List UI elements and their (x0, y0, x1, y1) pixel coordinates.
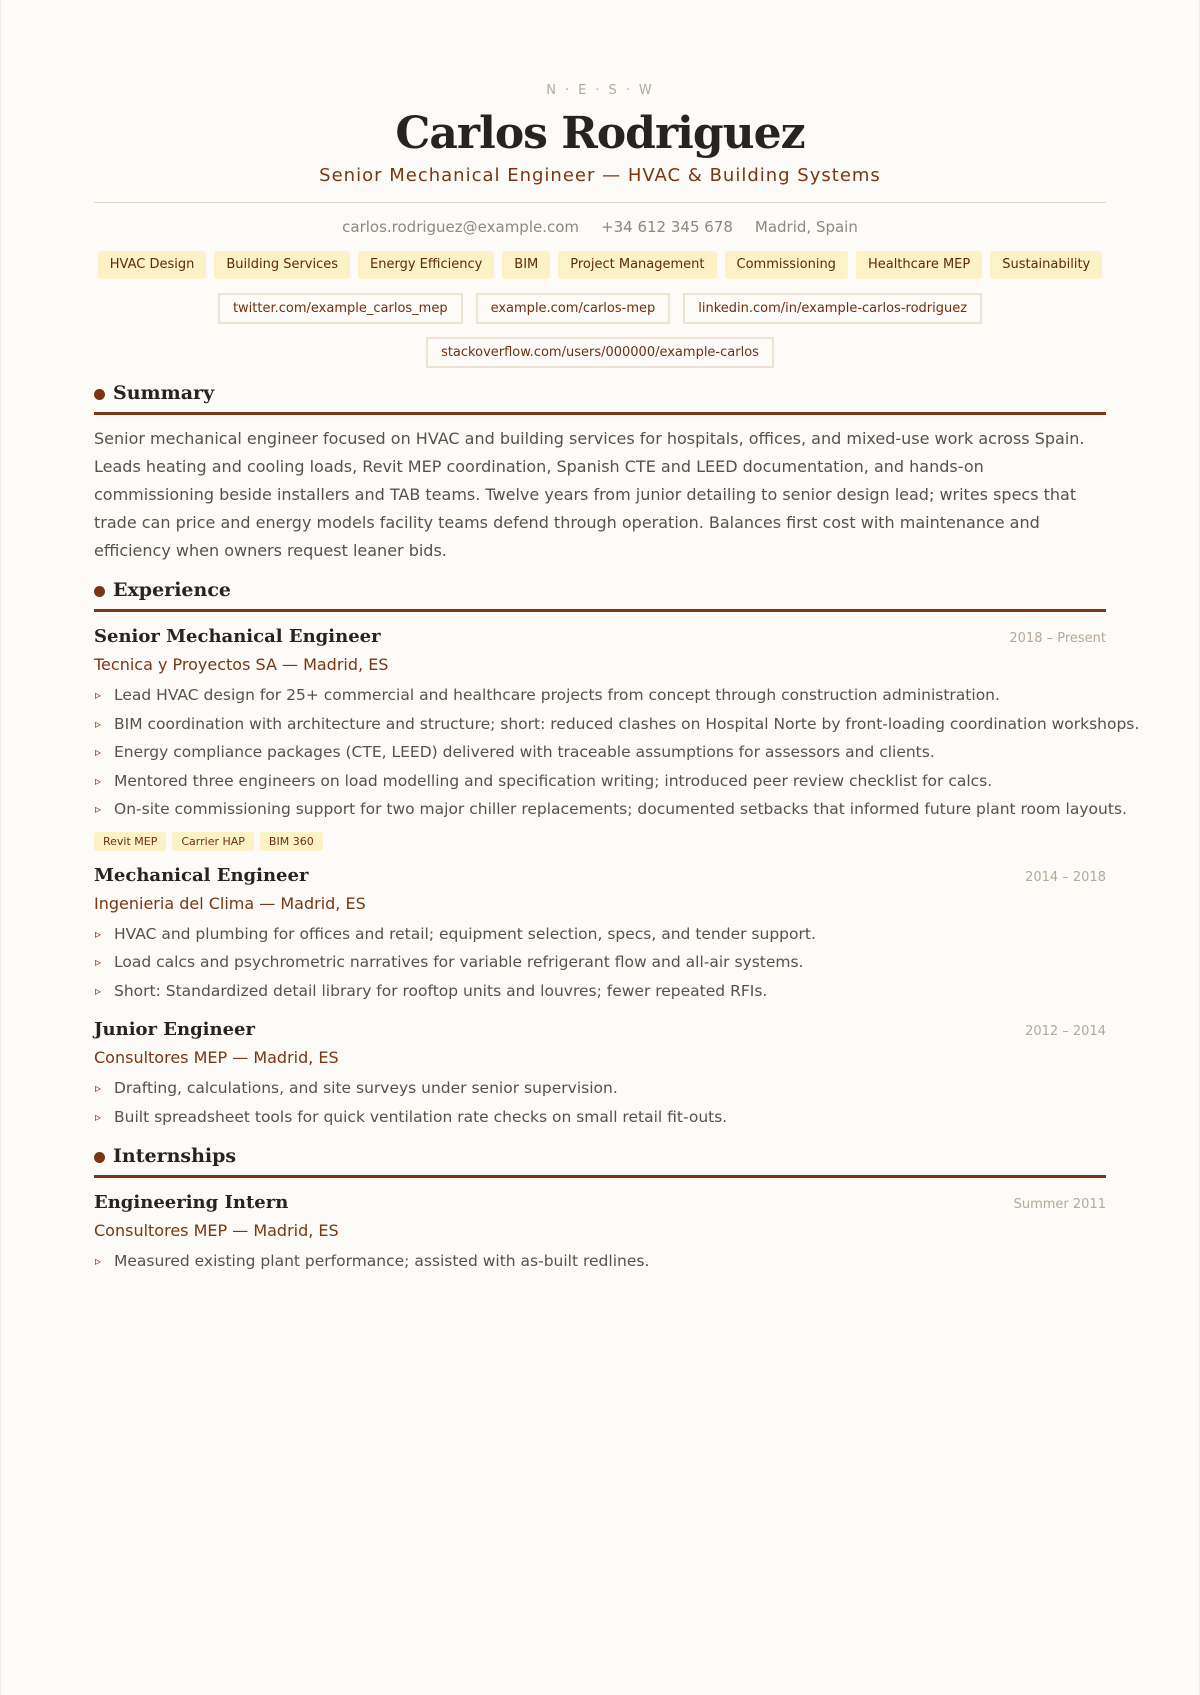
skill-tag: Building Services (214, 251, 350, 279)
contact-location: Madrid, Spain (754, 218, 858, 236)
summary-text: Senior mechanical engineer focused on HVAC and building services for hospitals, offices, and mixed-use work across Spain. Leads heating and cooling loads, Revit MEP coordination, Spanish CTE and LEED documentation, and hands-on commissioning beside installers and TAB teams. Twelve years from junior detailing to senior design lead; writes specs that trade can price and energy models facility teams defend through operation. Balances first cost with maintenance and efficiency when owners request leaner bids. (94, 429, 1085, 560)
website-link[interactable]: example.com/carlos-mep (476, 293, 671, 324)
bullet-dot-icon (94, 1152, 105, 1163)
job-role: Engineering Intern (94, 1192, 289, 1213)
job-date: 2018 – Present (1009, 631, 1106, 646)
job-bullet: ▹ Mentored three engineers on load modelling and specification writing; introduced peer review checklist for calcs. (94, 767, 1106, 796)
linkedin-link[interactable]: linkedin.com/in/example-carlos-rodriguez (683, 293, 982, 324)
job-entry (94, 863, 1106, 1006)
job-bullet: ▹ Short: Standardized detail library for rooftop units and louvres; fewer repeated RFIs. (94, 977, 1106, 1006)
tool-tags (94, 832, 1106, 851)
job-date: Summer 2011 (1013, 1197, 1106, 1212)
section-title: Internships (113, 1145, 237, 1167)
skill-tag: BIM (502, 251, 550, 279)
job-bullet: ▹ Measured existing plant performance; assisted with as-built redlines. (94, 1247, 1106, 1276)
tool-tag: BIM 360 (260, 832, 323, 851)
profile-links (94, 293, 1106, 368)
tool-tag: Revit MEP (94, 832, 166, 851)
skill-tags (94, 251, 1106, 279)
job-org: Consultores MEP — Madrid, ES (94, 1048, 339, 1067)
job-bullet: ▹ Lead HVAC design for 25+ commercial and healthcare projects from concept through construction administration. (94, 681, 1106, 710)
header-divider (94, 202, 1106, 203)
job-bullet: ▹ HVAC and plumbing for offices and retail; equipment selection, specs, and tender support. (94, 920, 1106, 949)
skill-tag: Healthcare MEP (856, 251, 982, 279)
bullet-dot-icon (94, 586, 105, 597)
job-bullet: ▹ Built spreadsheet tools for quick ventilation rate checks on small retail fit-outs. (94, 1103, 1106, 1132)
job-role: Junior Engineer (94, 1019, 255, 1040)
job-entry (94, 1190, 1106, 1276)
summary-section (94, 382, 1106, 565)
resume-header (94, 0, 1106, 368)
job-org: Ingenieria del Clima — Madrid, ES (94, 893, 366, 913)
experience-section (94, 579, 1140, 1131)
stackoverflow-link[interactable]: stackoverflow.com/users/000000/example-carlos (426, 337, 774, 368)
job-entry (94, 624, 1140, 851)
job-date: 2014 – 2018 (1025, 869, 1106, 885)
twitter-link[interactable]: twitter.com/example_carlos_mep (218, 293, 463, 324)
candidate-name: Carlos Rodriguez (395, 108, 805, 159)
skill-tag: Commissioning (725, 251, 848, 279)
contact-email[interactable]: carlos.rodriguez@example.com (342, 218, 580, 236)
section-title: Summary (113, 382, 215, 404)
job-bullet: ▹ Drafting, calculations, and site surveys under senior supervision. (94, 1074, 1106, 1103)
job-bullet: ▹ BIM coordination with architecture and structure; short: reduced clashes on Hospital Norte by front-loading coordination workshops. (94, 710, 1106, 739)
job-role: Mechanical Engineer (94, 864, 309, 886)
job-org: Consultores MEP — Madrid, ES (94, 1221, 339, 1240)
skill-tag: Sustainability (990, 251, 1102, 279)
resume-page (1, 0, 1199, 1695)
job-date: 2012 – 2014 (1025, 1024, 1106, 1039)
skill-tag: HVAC Design (98, 251, 207, 279)
section-title: Experience (113, 579, 231, 601)
job-role: Senior Mechanical Engineer (94, 626, 381, 647)
skill-tag: Energy Efficiency (358, 251, 494, 279)
job-entry (94, 1017, 1106, 1131)
contact-row (94, 217, 1106, 237)
contact-phone[interactable]: +34 612 345 678 (601, 218, 733, 236)
job-org: Tecnica y Proyectos SA — Madrid, ES (94, 655, 389, 674)
compass-label: N · E · S · W (546, 83, 654, 98)
tool-tag: Carrier HAP (172, 832, 254, 851)
job-bullet: ▹ On-site commissioning support for two major chiller replacements; documented setbacks that informed future plant room layouts. (94, 795, 1106, 824)
internships-section (94, 1145, 1106, 1276)
job-bullet: ▹ Energy compliance packages (CTE, LEED) delivered with traceable assumptions for assessors and clients. (94, 738, 1106, 767)
skill-tag: Project Management (558, 251, 716, 279)
job-bullet: ▹ Load calcs and psychrometric narratives for variable refrigerant flow and all-air systems. (94, 948, 1106, 977)
bullet-dot-icon (94, 389, 105, 400)
candidate-title: Senior Mechanical Engineer — HVAC & Building Systems (319, 165, 881, 186)
